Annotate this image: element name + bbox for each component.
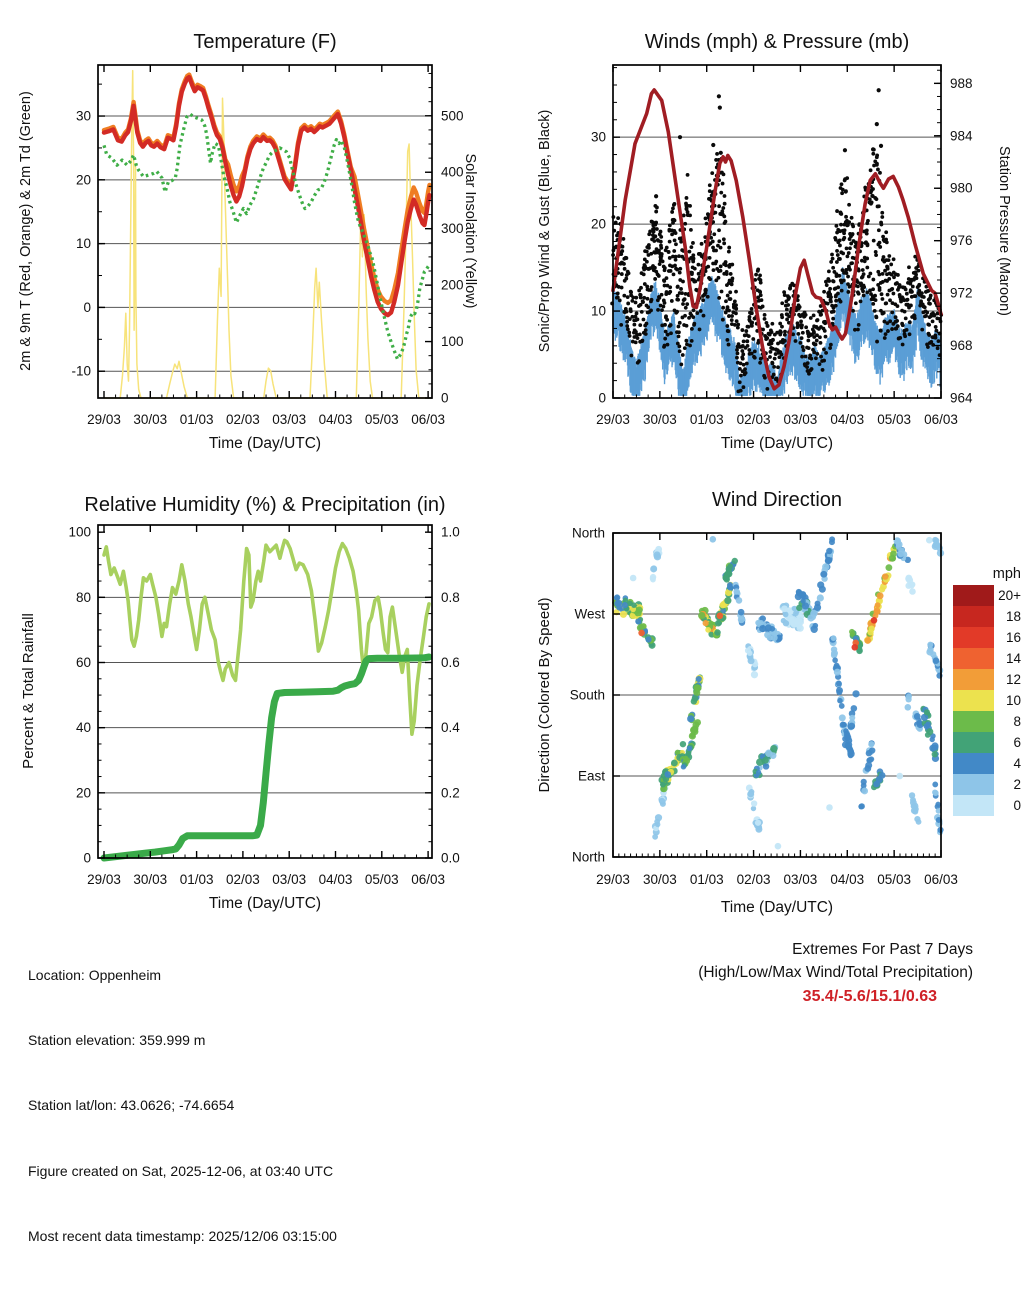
- svg-text:02/03: 02/03: [736, 412, 771, 427]
- svg-text:East: East: [577, 768, 605, 784]
- svg-text:984: 984: [950, 128, 973, 144]
- svg-text:04/03: 04/03: [318, 872, 353, 887]
- legend-swatch: [953, 669, 994, 690]
- svg-text:North: North: [571, 849, 605, 865]
- svg-text:Station Pressure (Maroon): Station Pressure (Maroon): [996, 145, 1012, 317]
- svg-text:29/03: 29/03: [87, 412, 121, 427]
- svg-text:400: 400: [441, 164, 464, 180]
- wind-direction-panel: [536, 489, 958, 916]
- svg-text:972: 972: [950, 285, 973, 301]
- svg-text:200: 200: [441, 277, 464, 293]
- svg-text:29/03: 29/03: [87, 872, 121, 887]
- svg-text:0: 0: [83, 299, 91, 315]
- legend-row: [953, 711, 1021, 732]
- svg-text:02/03: 02/03: [226, 872, 260, 887]
- legend-rows: [953, 585, 1021, 816]
- svg-text:North: North: [571, 525, 605, 541]
- svg-text:40: 40: [75, 720, 91, 736]
- legend-swatch: [953, 648, 994, 669]
- legend-row: [953, 774, 1021, 795]
- svg-text:30: 30: [75, 108, 91, 124]
- legend-swatch: [953, 795, 994, 816]
- svg-text:10: 10: [590, 303, 606, 319]
- legend-label: 0: [1013, 798, 1021, 813]
- legend-swatch: [953, 732, 994, 753]
- station-latlon: Station lat/lon: 43.0626; -74.6654: [28, 1097, 235, 1114]
- svg-text:Time (Day/UTC): Time (Day/UTC): [208, 895, 322, 912]
- svg-text:80: 80: [75, 589, 91, 605]
- legend-title: mph: [992, 566, 1021, 582]
- data-timestamp: Most recent data timestamp: 2025/12/06 03:15:00: [28, 1228, 337, 1245]
- svg-text:04/03: 04/03: [318, 412, 353, 427]
- legend-swatch: [953, 606, 994, 627]
- svg-text:30: 30: [590, 129, 606, 145]
- svg-text:Solar Insolation (Yellow): Solar Insolation (Yellow): [462, 153, 478, 309]
- svg-text:980: 980: [950, 180, 973, 196]
- svg-text:South: South: [569, 687, 605, 703]
- winds-pressure-panel: [537, 31, 1012, 452]
- svg-text:Direction (Colored By Speed): Direction (Colored By Speed): [536, 597, 553, 793]
- svg-text:964: 964: [950, 390, 973, 406]
- svg-text:30/03: 30/03: [642, 872, 677, 887]
- legend-swatch: [953, 585, 994, 606]
- legend-label: 20+: [998, 588, 1021, 603]
- svg-text:West: West: [574, 606, 605, 622]
- wind-speed-legend: [953, 566, 1021, 816]
- svg-text:03/03: 03/03: [783, 412, 818, 427]
- legend-label: 6: [1013, 735, 1021, 750]
- svg-text:0.6: 0.6: [441, 655, 460, 671]
- figure-created: Figure created on Sat, 2025-12-06, at 03:40 UTC: [28, 1162, 334, 1179]
- svg-text:03/03: 03/03: [272, 412, 307, 427]
- legend-row: [953, 753, 1021, 774]
- legend-label: 2: [1013, 777, 1021, 792]
- svg-text:20: 20: [590, 216, 606, 232]
- svg-text:05/03: 05/03: [877, 412, 912, 427]
- svg-text:30/03: 30/03: [133, 872, 168, 887]
- svg-text:06/03: 06/03: [411, 412, 445, 427]
- svg-text:10: 10: [75, 236, 91, 252]
- svg-text:01/03: 01/03: [179, 872, 214, 887]
- legend-row: [953, 585, 1021, 606]
- svg-text:988: 988: [950, 75, 973, 91]
- svg-text:01/03: 01/03: [689, 412, 724, 427]
- svg-text:06/03: 06/03: [411, 872, 445, 887]
- station-location: Location: Oppenheim: [28, 966, 162, 983]
- svg-text:Relative Humidity (%) & Precip: Relative Humidity (%) & Precipitation (in): [84, 494, 446, 516]
- svg-text:300: 300: [441, 221, 464, 237]
- extremes-subtitle: (High/Low/Max Wind/Total Precipitation): [698, 964, 973, 981]
- svg-text:Time (Day/UTC): Time (Day/UTC): [720, 899, 834, 916]
- extremes-title: Extremes For Past 7 Days: [792, 941, 973, 958]
- svg-text:60: 60: [75, 655, 91, 671]
- svg-text:20: 20: [75, 785, 91, 801]
- svg-text:05/03: 05/03: [364, 412, 399, 427]
- legend-label: 14: [1005, 651, 1021, 666]
- svg-text:0.2: 0.2: [441, 785, 460, 801]
- legend-row: [953, 669, 1021, 690]
- legend-label: 10: [1005, 693, 1021, 708]
- legend-row: [953, 627, 1021, 648]
- svg-text:968: 968: [950, 338, 973, 354]
- svg-text:29/03: 29/03: [596, 872, 630, 887]
- legend-label: 16: [1005, 630, 1021, 645]
- svg-text:Winds (mph) & Pressure (mb): Winds (mph) & Pressure (mb): [644, 31, 910, 53]
- svg-text:20: 20: [75, 172, 91, 188]
- svg-text:02/03: 02/03: [226, 412, 260, 427]
- svg-text:05/03: 05/03: [877, 872, 912, 887]
- legend-swatch: [953, 774, 994, 795]
- svg-text:Wind Direction: Wind Direction: [711, 489, 843, 511]
- legend-swatch: [953, 711, 994, 732]
- svg-text:05/03: 05/03: [364, 872, 399, 887]
- legend-row: [953, 732, 1021, 753]
- svg-text:06/03: 06/03: [924, 872, 958, 887]
- legend-swatch: [953, 690, 994, 711]
- svg-text:Time (Day/UTC): Time (Day/UTC): [720, 435, 834, 452]
- legend-row: [953, 795, 1021, 816]
- svg-text:500: 500: [441, 108, 464, 124]
- legend-swatch: [953, 753, 994, 774]
- svg-text:1.0: 1.0: [441, 524, 460, 540]
- svg-text:Sonic/Prop Wind & Gust (Blue,: Sonic/Prop Wind & Gust (Blue, Black): [537, 109, 553, 353]
- svg-text:0.8: 0.8: [441, 589, 460, 605]
- svg-text:06/03: 06/03: [924, 412, 958, 427]
- station-info: [28, 921, 337, 1292]
- svg-text:01/03: 01/03: [689, 872, 724, 887]
- svg-text:0: 0: [441, 390, 449, 406]
- svg-text:0.0: 0.0: [441, 850, 460, 866]
- legend-row: [953, 606, 1021, 627]
- extremes-values: 35.4/-5.6/15.1/0.63: [802, 988, 937, 1005]
- svg-text:Time (Day/UTC): Time (Day/UTC): [208, 435, 322, 452]
- legend-swatch: [953, 627, 994, 648]
- svg-text:29/03: 29/03: [596, 412, 630, 427]
- svg-text:-10: -10: [71, 363, 91, 379]
- svg-text:03/03: 03/03: [272, 872, 307, 887]
- svg-text:100: 100: [68, 524, 91, 540]
- svg-text:30/03: 30/03: [133, 412, 168, 427]
- svg-text:04/03: 04/03: [830, 872, 865, 887]
- station-elevation: Station elevation: 359.999 m: [28, 1031, 206, 1048]
- humidity-precip-panel: [20, 494, 460, 912]
- legend-row: [953, 690, 1021, 711]
- legend-label: 4: [1013, 756, 1021, 771]
- svg-text:03/03: 03/03: [783, 872, 818, 887]
- svg-text:04/03: 04/03: [830, 412, 865, 427]
- svg-text:Temperature (F): Temperature (F): [193, 31, 337, 53]
- svg-text:0: 0: [598, 390, 606, 406]
- svg-text:0: 0: [83, 850, 91, 866]
- svg-text:976: 976: [950, 233, 973, 249]
- legend-row: [953, 648, 1021, 669]
- legend-label: 18: [1005, 609, 1021, 624]
- legend-label: 8: [1013, 714, 1021, 729]
- legend-label: 12: [1005, 672, 1021, 687]
- svg-text:100: 100: [441, 334, 464, 350]
- svg-text:01/03: 01/03: [179, 412, 214, 427]
- svg-text:30/03: 30/03: [642, 412, 677, 427]
- svg-text:02/03: 02/03: [736, 872, 771, 887]
- svg-text:Percent & Total Rainfall: Percent & Total Rainfall: [20, 613, 37, 769]
- svg-text:2m & 9m T (Red, Orange) & 2m T: 2m & 9m T (Red, Orange) & 2m Td (Green): [18, 91, 34, 371]
- temperature-panel: [18, 31, 478, 452]
- svg-text:0.4: 0.4: [441, 720, 460, 736]
